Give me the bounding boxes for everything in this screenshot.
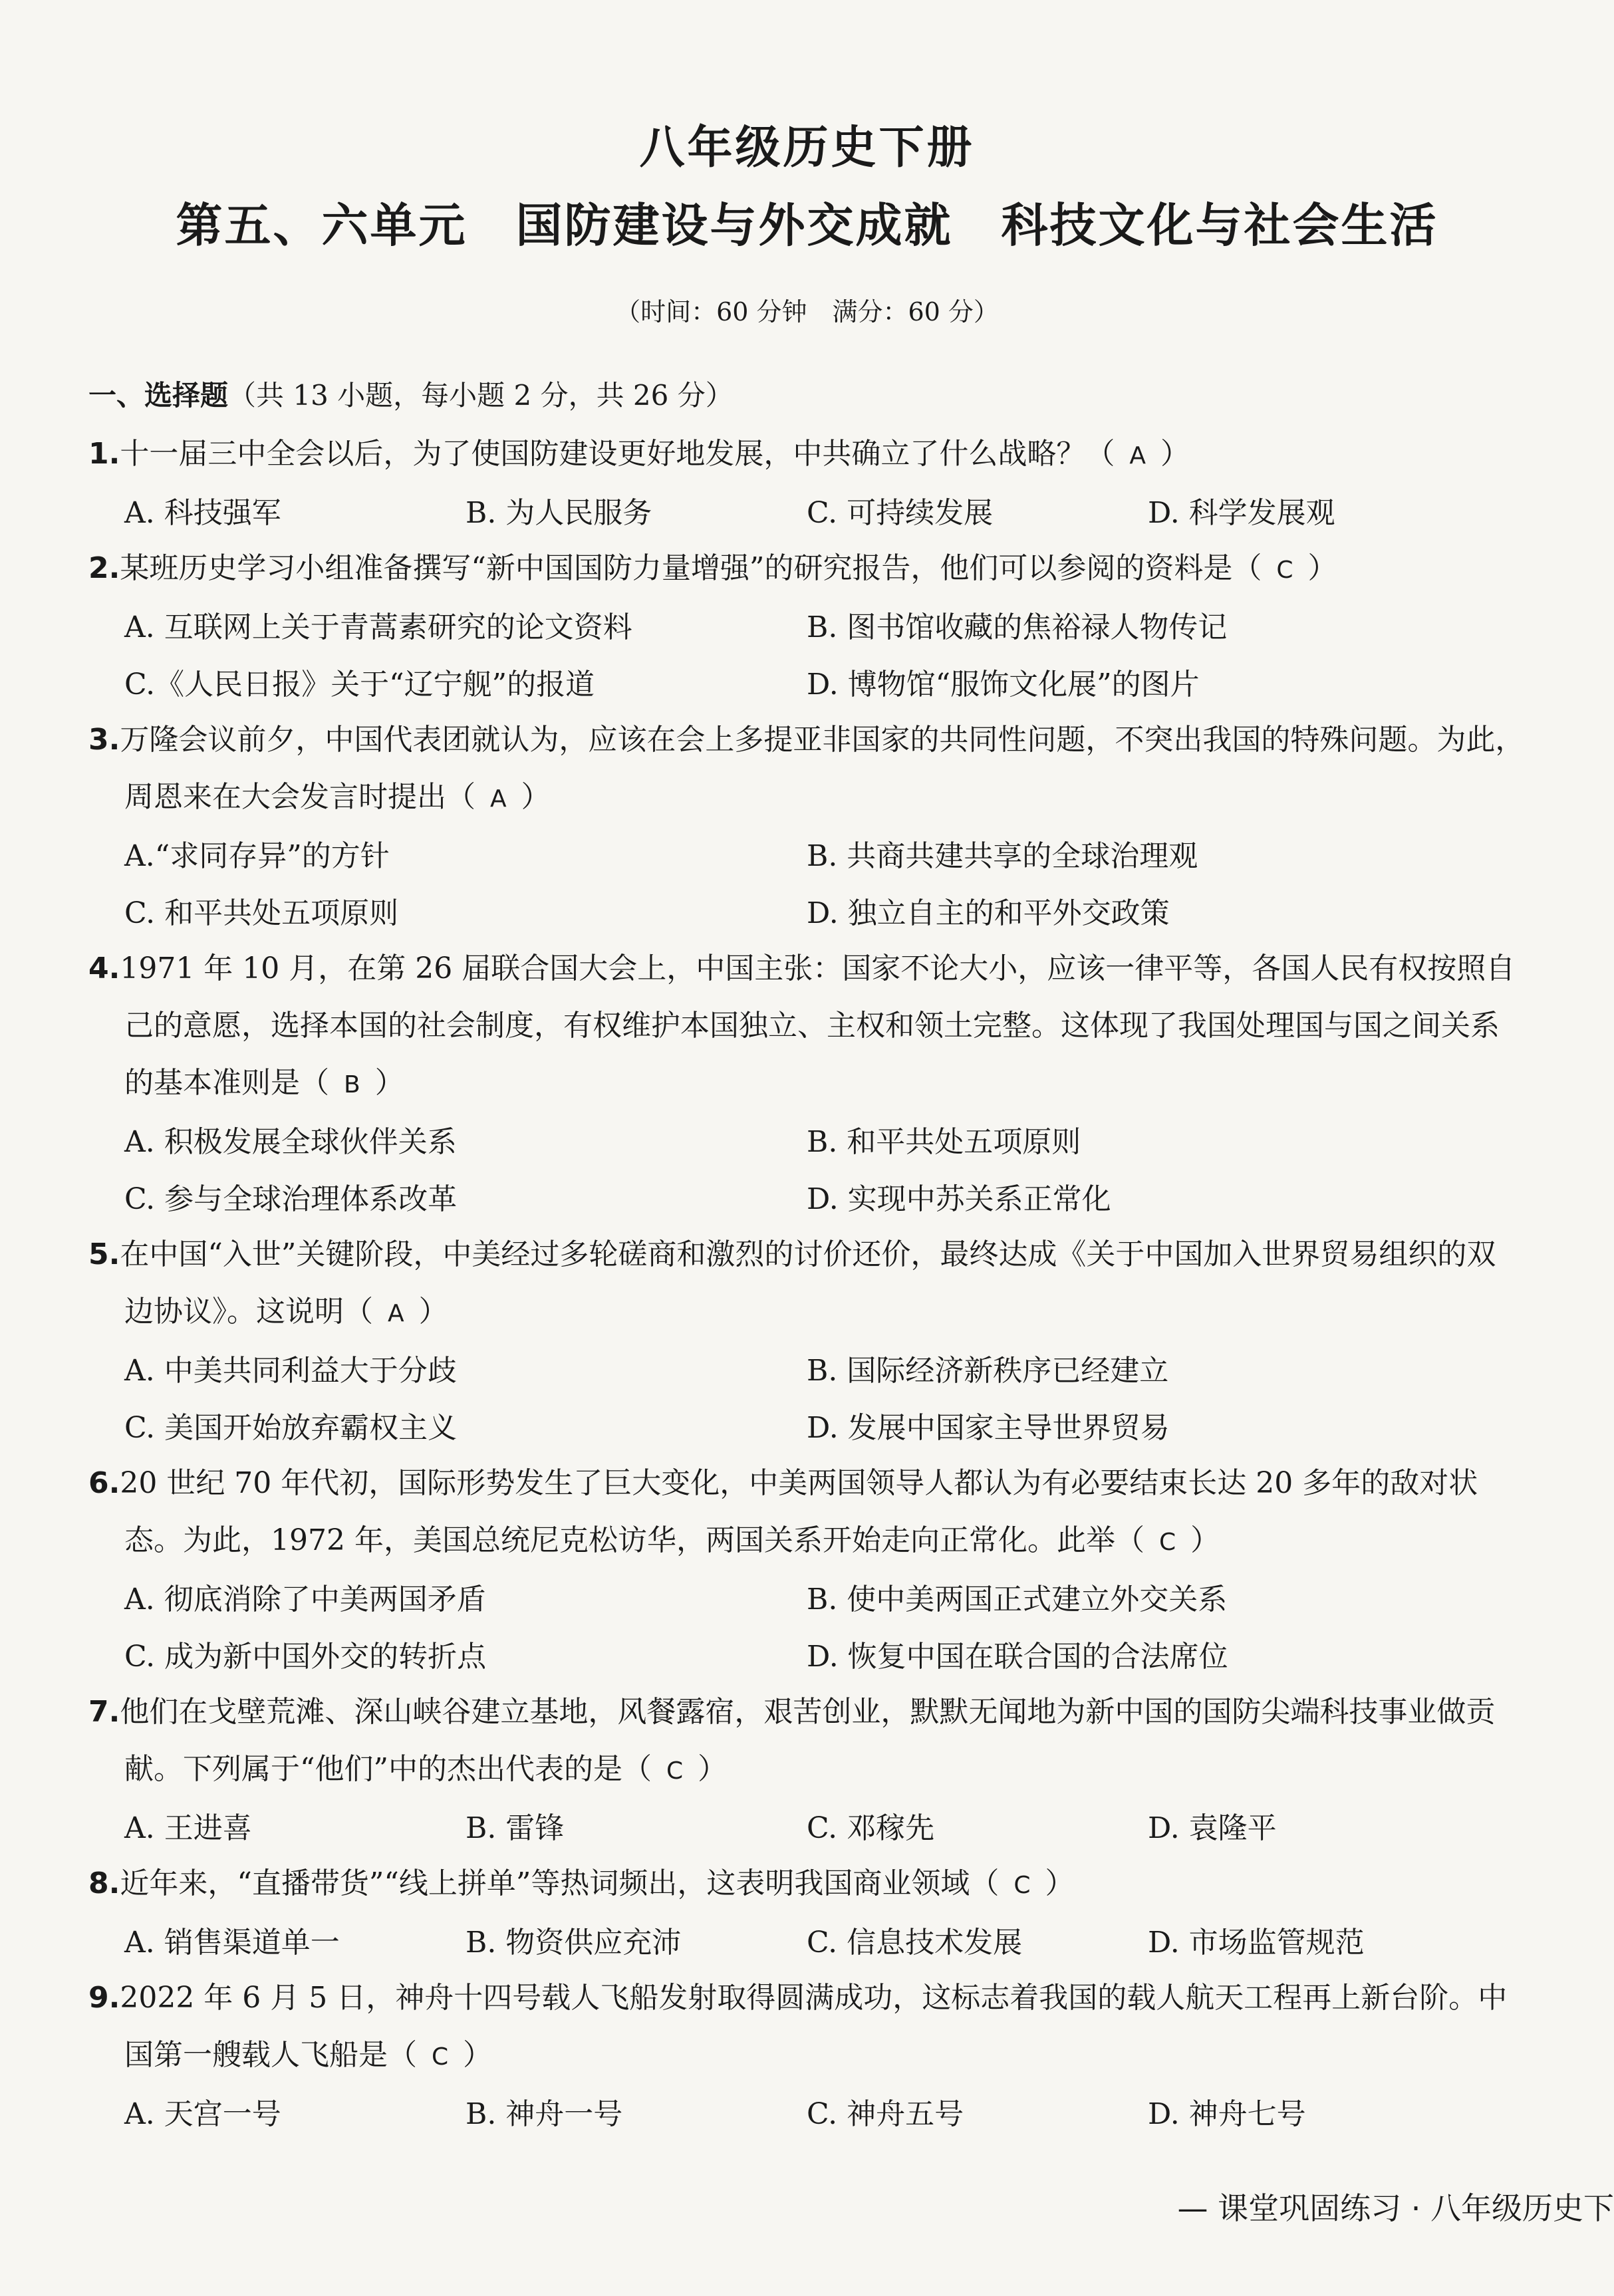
- option-d: D. 科学发展观: [1148, 496, 1335, 530]
- option-c: C. 邓稼先: [807, 1811, 935, 1845]
- question-1: [88, 426, 1525, 542]
- question-stem: 5.在中国“入世”关键阶段，中美经过多轮磋商和激烈的讨价还价，最终达成《关于中国加入世界贸易组织的双边协议》。这说明（ A ）: [88, 1237, 1496, 1329]
- question-number: 5.: [88, 1237, 120, 1271]
- answer-mark: A: [1129, 442, 1146, 469]
- option-c: C. 参与全球治理体系改革: [124, 1182, 458, 1216]
- question-number: 7.: [88, 1695, 120, 1729]
- option-d: D. 恢复中国在联合国的合法席位: [807, 1640, 1228, 1674]
- question-stem: 9.2022 年 6 月 5 日，神舟十四号载人飞船发射取得圆满成功，这标志着我国的载人航天工程再上新台阶。中国第一艘载人飞船是（ C ）: [88, 1981, 1508, 2072]
- section-note: （共 13 小题，每小题 2 分，共 26 分）: [228, 379, 734, 412]
- option-b: B. 和平共处五项原则: [807, 1125, 1081, 1159]
- option-d: D. 市场监管规范: [1148, 1926, 1365, 1960]
- answer-mark: C: [666, 1757, 684, 1785]
- option-a: A. 彻底消除了中美两国矛盾: [124, 1583, 486, 1616]
- question-text: 近年来，“直播带货”“线上拼单”等热词频出，这表明我国商业领域（: [120, 1866, 1000, 1900]
- options: [88, 2086, 1525, 2143]
- options: [88, 599, 1525, 713]
- question-5: [88, 1226, 1525, 1457]
- question-number: 6.: [88, 1466, 120, 1500]
- option-b: B. 为人民服务: [466, 496, 652, 530]
- answer-mark: A: [388, 1300, 404, 1327]
- options: [88, 828, 1525, 942]
- option-b: B. 国际经济新秩序已经建立: [807, 1354, 1169, 1388]
- page-title: 八年级历史下册: [639, 122, 975, 174]
- option-c: C. 信息技术发展: [807, 1926, 1023, 1960]
- question-6: [88, 1455, 1525, 1686]
- option-d: D. 实现中苏关系正常化: [807, 1182, 1111, 1216]
- options: [88, 1800, 1525, 1857]
- option-b: B. 图书馆收藏的焦裕禄人物传记: [807, 610, 1228, 644]
- option-a: A.“求同存异”的方针: [124, 839, 390, 873]
- option-b: B. 使中美两国正式建立外交关系: [807, 1583, 1228, 1616]
- question-number: 1.: [88, 437, 120, 471]
- section-heading: [88, 374, 734, 414]
- question-number: 2.: [88, 551, 120, 585]
- answer-mark: A: [490, 785, 507, 813]
- question-9: [88, 1970, 1525, 2143]
- question-number: 8.: [88, 1866, 120, 1900]
- question-text: 十一届三中全会以后，为了使国防建设更好地发展，中共确立了什么战略？（: [120, 437, 1115, 471]
- question-text: 在中国“入世”关键阶段，中美经过多轮磋商和激烈的讨价还价，最终达成《关于中国加入世界贸易组织的双边协议》。这说明（: [120, 1237, 1496, 1329]
- option-a: A. 销售渠道单一: [124, 1926, 340, 1960]
- page-footer: — 课堂巩固练习 · 八年级历史下: [1177, 2190, 1614, 2226]
- answer-mark: C: [432, 2043, 449, 2071]
- question-2: [88, 540, 1525, 713]
- question-stem: 3.万隆会议前夕，中国代表团就认为，应该在会上多提亚非国家的共同性问题，不突出我国的特殊问题。为此，周恩来在大会发言时提出（ A ）: [88, 723, 1525, 814]
- question-stem: 4.1971 年 10 月，在第 26 届联合国大会上，中国主张：国家不论大小，应该一律平等，各国人民有权按照自己的意愿，选择本国的社会制度，有权维护本国独立、主权和领土完整。这体现了我国处理国与国之间关系的基本准则是（ B ）: [88, 952, 1516, 1100]
- unit-title: 第五、六单元 国防建设与外交成就 科技文化与社会生活: [176, 198, 1438, 253]
- question-8: [88, 1855, 1525, 1972]
- options: [88, 1914, 1525, 1972]
- option-d: D. 袁隆平: [1148, 1811, 1277, 1845]
- options: [88, 1342, 1525, 1457]
- option-b: B. 雷锋: [466, 1811, 565, 1845]
- question-number: 3.: [88, 723, 120, 757]
- question-7: [88, 1684, 1525, 1857]
- option-a: A. 天宫一号: [124, 2097, 281, 2131]
- answer-mark: C: [1013, 1872, 1031, 1899]
- option-c: C. 和平共处五项原则: [124, 896, 399, 930]
- option-c: C. 可持续发展: [807, 496, 994, 530]
- option-d: D. 独立自主的和平外交政策: [807, 896, 1170, 930]
- question-text: 1971 年 10 月，在第 26 届联合国大会上，中国主张：国家不论大小，应该一律平等，各国人民有权按照自己的意愿，选择本国的社会制度，有权维护本国独立、主权和领土完整。这体现了我国处理国与国之间关系的基本准则是（: [120, 952, 1516, 1100]
- option-a: A. 互联网上关于青蒿素研究的论文资料: [124, 610, 632, 644]
- answer-mark: B: [344, 1071, 360, 1098]
- option-d: D. 发展中国家主导世界贸易: [807, 1411, 1170, 1445]
- question-3: [88, 711, 1525, 942]
- question-number: 9.: [88, 1981, 120, 2015]
- option-a: A. 中美共同利益大于分歧: [124, 1354, 457, 1388]
- question-stem: 6.20 世纪 70 年代初，国际形势发生了巨大变化，中美两国领导人都认为有必要结束长达 20 多年的敌对状态。为此，1972 年，美国总统尼克松访华，两国关系开始走向正常化。此举（ C ）: [88, 1466, 1478, 1557]
- option-a: A. 王进喜: [124, 1811, 252, 1845]
- question-stem: 1.十一届三中全会以后，为了使国防建设更好地发展，中共确立了什么战略？（ A ）: [88, 437, 1190, 471]
- option-c: C. 美国开始放弃霸权主义: [124, 1411, 458, 1445]
- option-a: A. 积极发展全球伙伴关系: [124, 1125, 457, 1159]
- question-4: [88, 940, 1525, 1228]
- answer-mark: C: [1276, 557, 1293, 584]
- options: [88, 485, 1525, 542]
- question-text: 20 世纪 70 年代初，国际形势发生了巨大变化，中美两国领导人都认为有必要结束长达 20 多年的敌对状态。为此，1972 年，美国总统尼克松访华，两国关系开始走向正常化。此举（: [120, 1466, 1478, 1557]
- option-b: B. 共商共建共享的全球治理观: [807, 839, 1198, 873]
- section-title: 一、选择题: [88, 379, 229, 412]
- question-text: 万隆会议前夕，中国代表团就认为，应该在会上多提亚非国家的共同性问题，不突出我国的特殊问题。为此，周恩来在大会发言时提出（: [120, 723, 1525, 814]
- question-number: 4.: [88, 952, 120, 985]
- options: [88, 1571, 1525, 1686]
- option-d: D. 神舟七号: [1148, 2097, 1306, 2131]
- time-score-info: （时间：60 分钟 满分：60 分）: [615, 297, 999, 326]
- option-c: C. 神舟五号: [807, 2097, 964, 2131]
- question-text: 他们在戈壁荒滩、深山峡谷建立基地，风餐露宿，艰苦创业，默默无闻地为新中国的国防尖端科技事业做贡献。下列属于“他们”中的杰出代表的是（: [120, 1695, 1496, 1786]
- option-b: B. 神舟一号: [466, 2097, 623, 2131]
- option-c: C. 成为新中国外交的转折点: [124, 1640, 487, 1674]
- options: [88, 1114, 1525, 1228]
- option-a: A. 科技强军: [124, 496, 281, 530]
- question-text: 2022 年 6 月 5 日，神舟十四号载人飞船发射取得圆满成功，这标志着我国的载人航天工程再上新台阶。中国第一艘载人飞船是（: [120, 1981, 1508, 2072]
- question-stem: 8.近年来，“直播带货”“线上拼单”等热词频出，这表明我国商业领域（ C ）: [88, 1866, 1075, 1900]
- option-d: D. 博物馆“服饰文化展”的图片: [807, 668, 1200, 702]
- question-text: 某班历史学习小组准备撰写“新中国国防力量增强”的研究报告，他们可以参阅的资料是（: [120, 551, 1262, 585]
- option-c: C.《人民日报》关于“辽宁舰”的报道: [124, 668, 595, 702]
- question-stem: 7.他们在戈壁荒滩、深山峡谷建立基地，风餐露宿，艰苦创业，默默无闻地为新中国的国防尖端科技事业做贡献。下列属于“他们”中的杰出代表的是（ C ）: [88, 1695, 1496, 1786]
- question-stem: 2.某班历史学习小组准备撰写“新中国国防力量增强”的研究报告，他们可以参阅的资料是（ C ）: [88, 551, 1337, 585]
- option-b: B. 物资供应充沛: [466, 1926, 682, 1960]
- answer-mark: C: [1158, 1529, 1176, 1556]
